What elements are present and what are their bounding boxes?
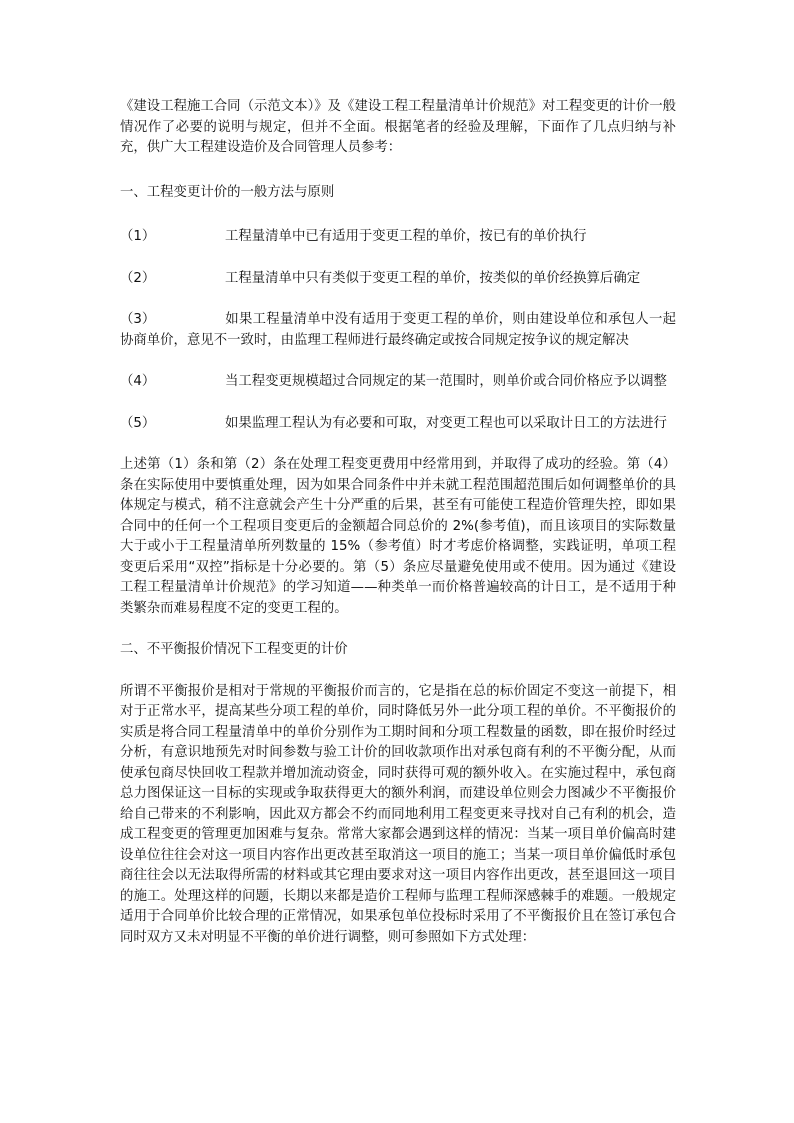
list-item (120, 414, 676, 435)
intro-paragraph: 《建设工程施工合同（示范文本）》及《建设工程工程量清单计价规范》对工程变更的计价一般情况作了必要的说明与规定，但并不全面。根据笔者的经验及理解，下面作了几点归纳与补充，供广大工程建设造价及合同管理人员参考： (120, 99, 676, 155)
item-text: 当工程变更规模超过合同规定的某一范围时，则单价或合同价格应予以调整 (225, 374, 667, 389)
item-number: （2） (120, 270, 156, 286)
item-text: 如果监理工程认为有必要和可取，对变更工程也可以采取计日工的方法进行 (225, 415, 667, 431)
item-text: 如果工程量清单中没有适用于变更工程的单价，则由建设单位和承包人一起协商单价，意见不一致时，由监理工程师进行最终确定或按合同规定按争议的规定解决 (120, 312, 676, 348)
list-item (120, 269, 676, 290)
list-item (120, 227, 676, 248)
section2-body: 所谓不平衡报价是相对于常规的平衡报价而言的，它是指在总的标价固定不变这一前提下，相对于正常水平，提高某些分项工程的单价，同时降低另外一此分项工程的单价。不平衡报价的实质是将合同工程量清单中的单价分别作为工期时间和分项工程数量的函数，即在报价时经过分析，有意识地预先对时间参数与验工计价的回收款项作出对承包商有利的不平衡分配，从而使承包商尽快回收工程款并增加流动资金，同时获得可观的额外收入。在实施过程中，承包商总力图保证这一目标的实现或争取获得更大的额外利润，而建设单位则会力图减少不平衡报价给自己带来的不利影响，因此双方都会不约而同地利用工程变更来寻找对自己有利的机会，造成工程变更的管理更加困难与复杂。常常大家都会遇到这样的情况：当某一项目单价偏高时建设单位往往会对这一项目内容作出更改甚至取消这一项目的施工；当某一项目单价偏低时承包商往往会以无法取得所需的材料或其它理由要求对这一项目内容作出更改，甚至退回这一项目的施工。处理这样的问题，长期以来都是造价工程师与监理工程师深感棘手的难题。一般规定适用于合同单价比较合理的正常情况，如果承包单位投标时采用了不平衡报价且在签订承包合同时双方又未对明显不平衡的单价进行调整，则可参照如下方式处理： (120, 683, 676, 945)
item-text: 工程量清单中只有类似于变更工程的单价，按类似的单价经换算后确定 (225, 270, 641, 286)
section2-heading: 二、不平衡报价情况下工程变更的计价 (120, 642, 348, 657)
item-number: （1） (120, 229, 156, 244)
section1-heading: 一、工程变更计价的一般方法与原则 (120, 184, 335, 200)
item-text: 工程量清单中已有适用于变更工程的单价，按已有的单价执行 (225, 229, 587, 244)
document-page (120, 97, 676, 948)
item-number: （3） (120, 312, 156, 327)
list-item (120, 372, 676, 393)
item-number: （5） (120, 415, 156, 431)
section1-summary: 上述第（1）条和第（2）条在处理工程变更费用中经常用到，并取得了成功的经验。第（4）条在实际使用中要慎重处理，因为如果合同条件中并未就工程范围超范围后如何调整单价的具体规定与模式，稍不注意就会产生十分严重的后果，甚至有可能使工程造价管理失控，即如果合同中的任何一个工程项目变更后的金额超合同总价的 2%(参考值)，而且该项目的实际数量大于或小于工程量清单所列数量的 15%（参考值）时才考虑价格调整，实践证明，单项工程变更后采用“双控”指标是十分必要的。第（5）条应尽量避免使用或不使用。因为通过《建设工程工程量清单计价规范》的学习知道——种类单一而价格普遍较高的计日工，是不适用于种类繁杂而难易程度不定的变更工程的。 (120, 457, 676, 616)
item-number: （4） (120, 374, 156, 389)
list-item (120, 310, 676, 351)
